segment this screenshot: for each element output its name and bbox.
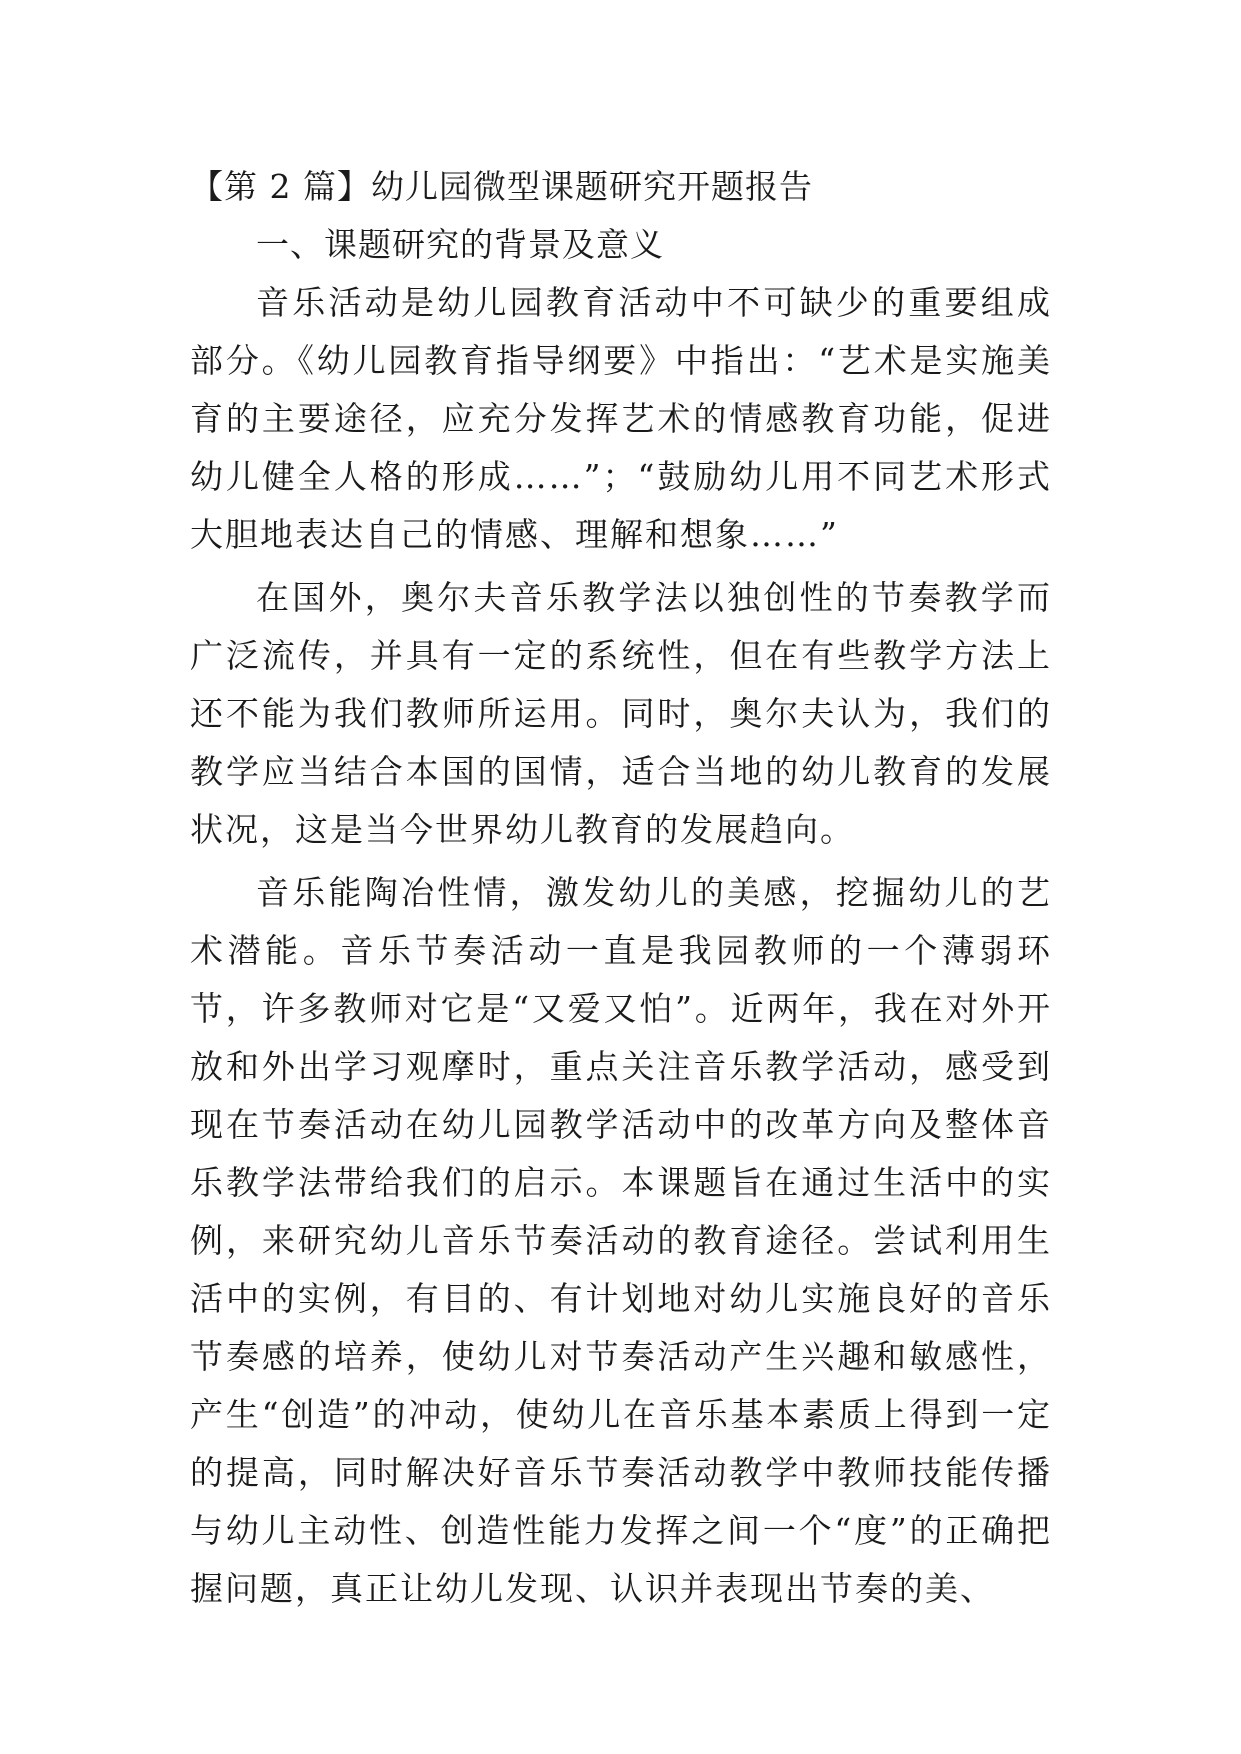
document-title: 【第 2 篇】幼儿园微型课题研究开题报告 <box>190 167 813 206</box>
paragraph-research-purpose: 音乐能陶冶性情，激发幼儿的美感，挖掘幼儿的艺术潜能。音乐节奏活动一直是我园教师的一个薄弱环节，许多教师对它是“又爱又怕”。近两年，我在对外开放和外出学习观摩时，重点关注音乐教学活动，感受到现在节奏活动在幼儿园教学活动中的改革方向及整体音乐教学法带给我们的启示。本课题旨在通过生活中的实例，来研究幼儿音乐节奏活动的教育途径。尝试利用生活中的实例，有目的、有计划地对幼儿实施良好的音乐节奏感的培养，使幼儿对节奏活动产生兴趣和敏感性，产生“创造”的冲动，使幼儿在音乐基本素质上得到一定的提高，同时解决好音乐节奏活动教学中教师技能传播与幼儿主动性、创造性能力发挥之间一个“度”的正确把握问题，真正让幼儿发现、认识并表现出节奏的美、 <box>190 873 1052 1608</box>
document-page <box>190 158 1052 1623</box>
section-heading: 一、课题研究的背景及意义 <box>256 225 664 264</box>
paragraph-orff-method: 在国外，奥尔夫音乐教学法以独创性的节奏教学而广泛流传，并具有一定的系统性，但在有些教学方法上还不能为我们教师所运用。同时，奥尔夫认为，我们的教学应当结合本国的国情，适合当地的幼儿教育的发展状况，这是当今世界幼儿教育的发展趋向。 <box>190 578 1052 849</box>
paragraph-music-activity: 音乐活动是幼儿园教育活动中不可缺少的重要组成部分。《幼儿园教育指导纲要》中指出：“艺术是实施美育的主要途径，应充分发挥艺术的情感教育功能，促进幼儿健全人格的形成……”；“鼓励幼儿用不同艺术形式大胆地表达自己的情感、理解和想象……” <box>190 283 1052 554</box>
